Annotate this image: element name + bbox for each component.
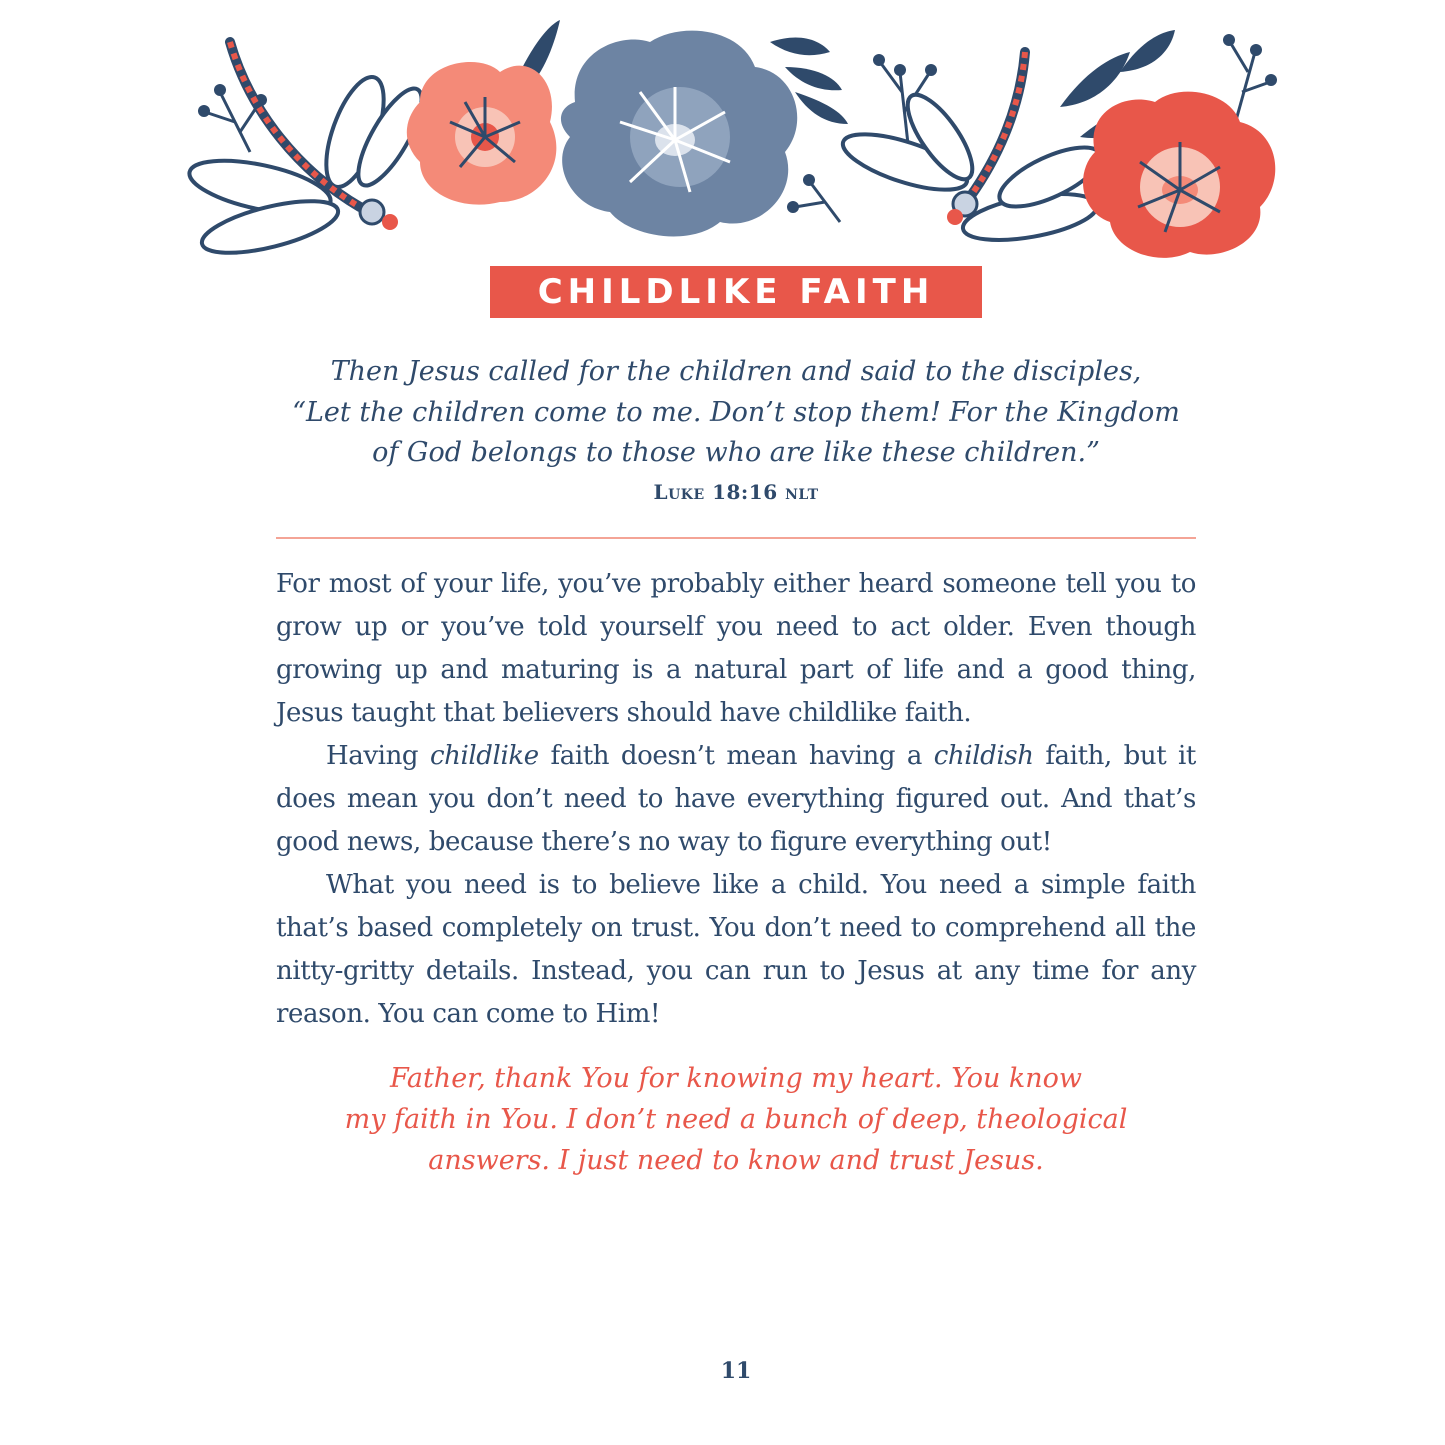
body-paragraph: For most of your life, you’ve probably either heard someone tell you to grow up or you’ve told yourself you need to act older. Even though growing up and maturing is a natural part of life and a good thing, Jesus taught that believers should have childlike faith. (276, 569, 1196, 728)
page-title: CHILDLIKE FAITH (537, 272, 935, 312)
pink-flower-icon (407, 62, 557, 205)
dragonfly-icon (837, 52, 1108, 249)
emphasis-text: childish (933, 741, 1034, 771)
prayer-line: my faith in You. I don’t need a bunch of deep, theological (344, 1104, 1128, 1135)
scripture-line: Then Jesus called for the children and said to the disciples, (330, 356, 1142, 387)
page-number: 11 (720, 1358, 752, 1384)
body-paragraph: Having childlike faith doesn’t mean having a childish faith, but it does mean you don’t need to have everything figured out. And that’s good news, because there’s no way to figure everything out! (276, 741, 1196, 857)
divider (276, 537, 1196, 539)
dragonfly-icon (185, 42, 433, 262)
scripture-reference: Luke 18:16 nlt (653, 480, 819, 504)
body-text (276, 563, 1196, 1036)
prayer-line: Father, thank You for knowing my heart. You know (389, 1063, 1083, 1094)
scripture-line: of God belongs to those who are like these children.” (372, 437, 1100, 468)
scripture-line: “Let the children come to me. Don’t stop them! For the Kingdom (292, 396, 1180, 428)
prayer-line: answers. I just need to know and trust Jesus. (428, 1145, 1044, 1176)
body-paragraph: What you need is to believe like a child. You need a simple faith that’s based completely on trust. You don’t need to comprehend all the nitty-gritty details. Instead, you can run to Jesus at any time for any reason. You can come to Him! (276, 870, 1196, 1029)
prayer-text (276, 1058, 1196, 1181)
scripture-quote (276, 352, 1196, 474)
blue-flower-icon (561, 31, 797, 237)
emphasis-text: childlike (429, 741, 539, 771)
floral-header-illustration (180, 12, 1290, 262)
red-flower-icon (1083, 92, 1275, 258)
title-banner (490, 266, 982, 318)
